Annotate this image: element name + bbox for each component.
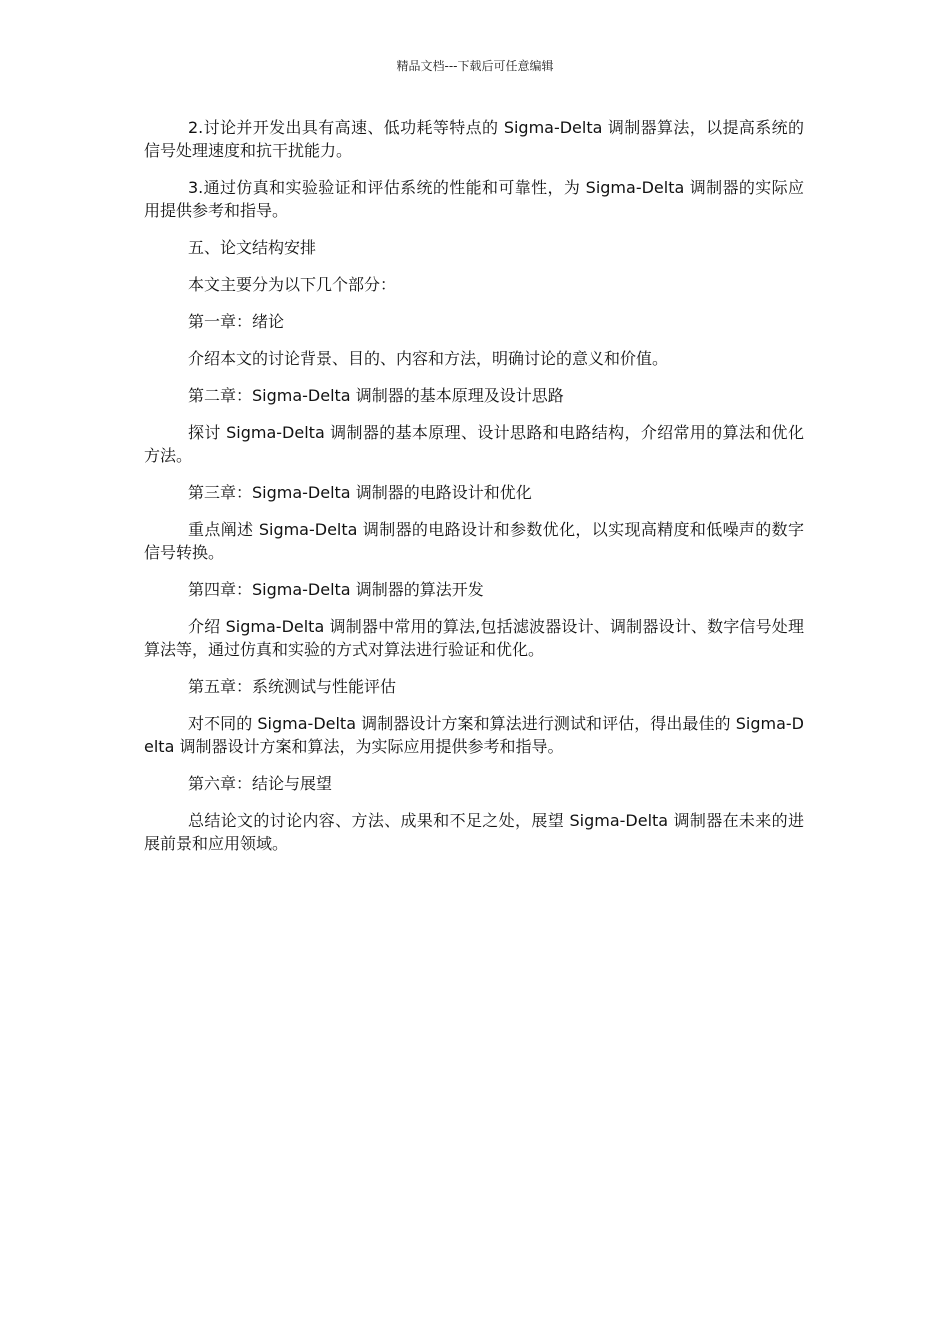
chapter-3-heading: 第三章：Sigma-Delta 调制器的电路设计和优化	[188, 483, 532, 502]
chapter-5-description: 对不同的 Sigma-Delta 调制器设计方案和算法进行测试和评估，得出最佳的 Sigma-Delta 调制器设计方案和算法，为实际应用提供参考和指导。	[144, 714, 804, 756]
chapter-1-heading: 第一章：绪论	[188, 312, 285, 331]
chapter-1-description: 介绍本文的讨论背景、目的、内容和方法，明确讨论的意义和价值。	[188, 349, 669, 368]
paragraph-objective-2: 2.讨论并开发出具有高速、低功耗等特点的 Sigma-Delta 调制器算法，以提高系统的信号处理速度和抗干扰能力。	[144, 118, 804, 160]
paragraph-objective-3: 3.通过仿真和实验验证和评估系统的性能和可靠性，为 Sigma-Delta 调制器的实际应用提供参考和指导。	[144, 178, 804, 220]
chapter-4-heading: 第四章：Sigma-Delta 调制器的算法开发	[188, 580, 484, 599]
section-heading-structure: 五、论文结构安排	[188, 238, 317, 257]
chapter-5-heading: 第五章：系统测试与性能评估	[188, 677, 397, 696]
chapter-4-description: 介绍 Sigma-Delta 调制器中常用的算法,包括滤波器设计、调制器设计、数字信号处理算法等，通过仿真和实验的方式对算法进行验证和优化。	[144, 617, 804, 659]
paragraph-structure-intro: 本文主要分为以下几个部分：	[188, 275, 397, 294]
page-header: 精品文档---下载后可任意编辑	[396, 59, 554, 73]
chapter-3-description: 重点阐述 Sigma-Delta 调制器的电路设计和参数优化，以实现高精度和低噪声的数字信号转换。	[144, 520, 804, 562]
document-body	[144, 116, 804, 869]
chapter-2-heading: 第二章：Sigma-Delta 调制器的基本原理及设计思路	[188, 386, 564, 405]
chapter-6-heading: 第六章：结论与展望	[188, 774, 333, 793]
chapter-6-description: 总结论文的讨论内容、方法、成果和不足之处，展望 Sigma-Delta 调制器在未来的进展前景和应用领域。	[144, 811, 804, 853]
chapter-2-description: 探讨 Sigma-Delta 调制器的基本原理、设计思路和电路结构，介绍常用的算法和优化方法。	[144, 423, 804, 465]
